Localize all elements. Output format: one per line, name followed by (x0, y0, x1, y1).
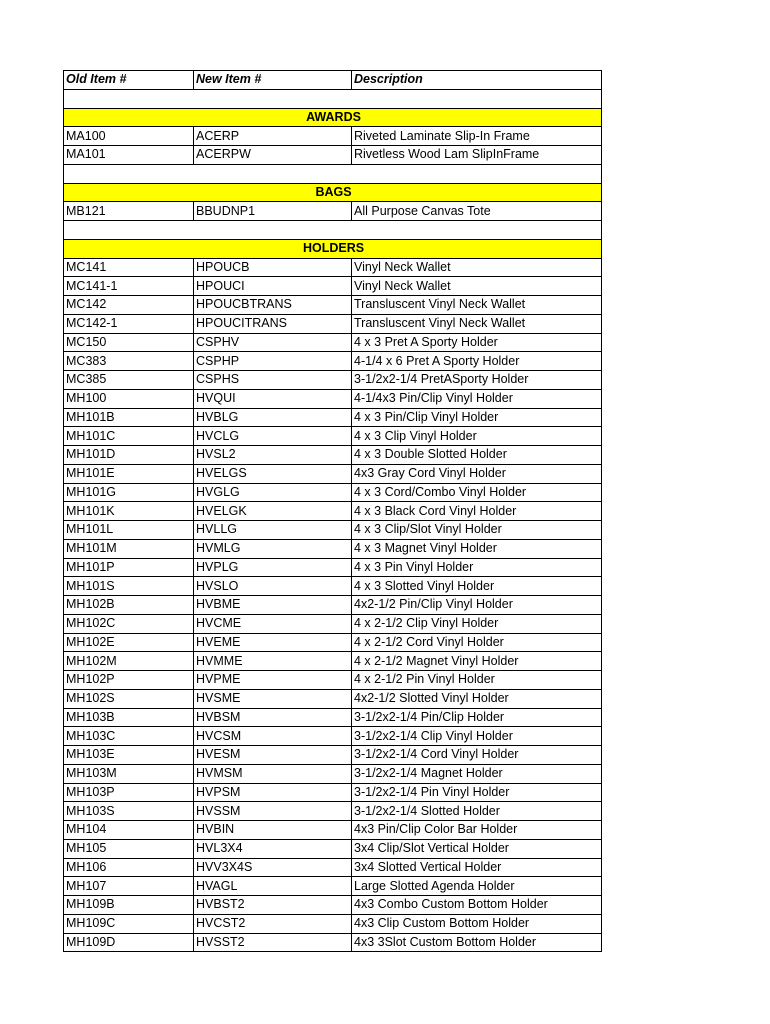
section-header-row (64, 239, 602, 258)
new-item-cell: HVL3X4 (194, 839, 352, 858)
description-cell: 3x4 Slotted Vertical Holder (352, 858, 602, 877)
description-cell: 4-1/4x3 Pin/Clip Vinyl Holder (352, 389, 602, 408)
new-item-cell: HVEME (194, 633, 352, 652)
new-item-cell: HVCSM (194, 727, 352, 746)
new-item-cell: HVBIN (194, 821, 352, 840)
description-cell: 3-1/2x2-1/4 Magnet Holder (352, 764, 602, 783)
description-cell: Vinyl Neck Wallet (352, 258, 602, 277)
table-row (64, 933, 602, 952)
blank-cell (64, 221, 602, 240)
old-item-cell: MH107 (64, 877, 194, 896)
description-cell: 4 x 3 Clip/Slot Vinyl Holder (352, 521, 602, 540)
table-row (64, 146, 602, 165)
table-row (64, 296, 602, 315)
description-cell: 4x3 3Slot Custom Bottom Holder (352, 933, 602, 952)
section-header-row (64, 108, 602, 127)
header-description: Description (352, 71, 602, 90)
table-row (64, 802, 602, 821)
section-label: BAGS (64, 183, 602, 202)
description-cell: 4 x 3 Slotted Vinyl Holder (352, 577, 602, 596)
old-item-cell: MC385 (64, 371, 194, 390)
new-item-cell: HVSLO (194, 577, 352, 596)
new-item-cell: BBUDNP1 (194, 202, 352, 221)
description-cell: 4 x 3 Magnet Vinyl Holder (352, 539, 602, 558)
blank-row (64, 221, 602, 240)
header-old-item: Old Item # (64, 71, 194, 90)
description-cell: Rivetless Wood Lam SlipInFrame (352, 146, 602, 165)
table-row (64, 689, 602, 708)
table-row (64, 202, 602, 221)
table-row (64, 483, 602, 502)
table-row (64, 614, 602, 633)
old-item-cell: MH109B (64, 896, 194, 915)
old-item-cell: MH102E (64, 633, 194, 652)
new-item-cell: HVPME (194, 671, 352, 690)
table-row (64, 352, 602, 371)
description-cell: 3-1/2x2-1/4 Slotted Holder (352, 802, 602, 821)
table-row (64, 727, 602, 746)
old-item-cell: MH104 (64, 821, 194, 840)
old-item-cell: MA101 (64, 146, 194, 165)
description-cell: Large Slotted Agenda Holder (352, 877, 602, 896)
new-item-cell: CSPHV (194, 333, 352, 352)
description-cell: Transluscent Vinyl Neck Wallet (352, 296, 602, 315)
description-cell: 4 x 3 Pin Vinyl Holder (352, 558, 602, 577)
table-row (64, 821, 602, 840)
table-row (64, 389, 602, 408)
description-cell: 4x3 Pin/Clip Color Bar Holder (352, 821, 602, 840)
header-row (64, 71, 602, 90)
old-item-cell: MH102C (64, 614, 194, 633)
description-cell: 4 x 3 Cord/Combo Vinyl Holder (352, 483, 602, 502)
description-cell: Riveted Laminate Slip-In Frame (352, 127, 602, 146)
description-cell: 3-1/2x2-1/4 Clip Vinyl Holder (352, 727, 602, 746)
old-item-cell: MH100 (64, 389, 194, 408)
old-item-cell: MH103S (64, 802, 194, 821)
description-cell: 3x4 Clip/Slot Vertical Holder (352, 839, 602, 858)
description-cell: 3-1/2x2-1/4 Pin/Clip Holder (352, 708, 602, 727)
old-item-cell: MC142 (64, 296, 194, 315)
description-cell: 4 x 2-1/2 Pin Vinyl Holder (352, 671, 602, 690)
description-cell: 4 x 3 Clip Vinyl Holder (352, 427, 602, 446)
table-row (64, 764, 602, 783)
new-item-cell: HVPSM (194, 783, 352, 802)
section-label: HOLDERS (64, 239, 602, 258)
new-item-cell: HVSME (194, 689, 352, 708)
description-cell: 4 x 2-1/2 Magnet Vinyl Holder (352, 652, 602, 671)
description-cell: 4x2-1/2 Slotted Vinyl Holder (352, 689, 602, 708)
new-item-cell: HPOUCI (194, 277, 352, 296)
old-item-cell: MH101B (64, 408, 194, 427)
description-cell: 4x3 Clip Custom Bottom Holder (352, 914, 602, 933)
old-item-cell: MC141 (64, 258, 194, 277)
new-item-cell: HPOUCITRANS (194, 314, 352, 333)
description-cell: 4x3 Combo Custom Bottom Holder (352, 896, 602, 915)
new-item-cell: ACERP (194, 127, 352, 146)
old-item-cell: MH106 (64, 858, 194, 877)
old-item-cell: MH109D (64, 933, 194, 952)
old-item-cell: MH101K (64, 502, 194, 521)
old-item-cell: MH101E (64, 464, 194, 483)
description-cell: 4 x 2-1/2 Clip Vinyl Holder (352, 614, 602, 633)
table-row (64, 633, 602, 652)
new-item-cell: HVMLG (194, 539, 352, 558)
new-item-cell: HVBLG (194, 408, 352, 427)
old-item-cell: MB121 (64, 202, 194, 221)
old-item-cell: MH103P (64, 783, 194, 802)
old-item-cell: MH103E (64, 746, 194, 765)
description-cell: 4-1/4 x 6 Pret A Sporty Holder (352, 352, 602, 371)
old-item-cell: MC150 (64, 333, 194, 352)
old-item-cell: MC383 (64, 352, 194, 371)
table-row (64, 314, 602, 333)
old-item-cell: MH101C (64, 427, 194, 446)
description-cell: Transluscent Vinyl Neck Wallet (352, 314, 602, 333)
old-item-cell: MH101S (64, 577, 194, 596)
new-item-cell: HVQUI (194, 389, 352, 408)
new-item-cell: HVMSM (194, 764, 352, 783)
table-row (64, 558, 602, 577)
old-item-cell: MH101D (64, 446, 194, 465)
table-row (64, 371, 602, 390)
blank-cell (64, 164, 602, 183)
new-item-cell: HVBSM (194, 708, 352, 727)
description-cell: 3-1/2x2-1/4 Pin Vinyl Holder (352, 783, 602, 802)
table-row (64, 427, 602, 446)
old-item-cell: MH103C (64, 727, 194, 746)
table-row (64, 502, 602, 521)
new-item-cell: HVSSM (194, 802, 352, 821)
table-row (64, 127, 602, 146)
old-item-cell: MH103B (64, 708, 194, 727)
new-item-cell: HPOUCB (194, 258, 352, 277)
table-row (64, 539, 602, 558)
table-row (64, 708, 602, 727)
new-item-cell: HVCLG (194, 427, 352, 446)
old-item-cell: MH101L (64, 521, 194, 540)
new-item-cell: HVSL2 (194, 446, 352, 465)
new-item-cell: HVMME (194, 652, 352, 671)
old-item-cell: MH103M (64, 764, 194, 783)
table-body (64, 89, 602, 952)
old-item-cell: MH101P (64, 558, 194, 577)
new-item-cell: HPOUCBTRANS (194, 296, 352, 315)
table-row (64, 858, 602, 877)
table-row (64, 258, 602, 277)
old-item-cell: MA100 (64, 127, 194, 146)
table-row (64, 896, 602, 915)
description-cell: Vinyl Neck Wallet (352, 277, 602, 296)
description-cell: 4 x 3 Pret A Sporty Holder (352, 333, 602, 352)
new-item-cell: HVPLG (194, 558, 352, 577)
old-item-cell: MH109C (64, 914, 194, 933)
description-cell: All Purpose Canvas Tote (352, 202, 602, 221)
description-cell: 4 x 3 Black Cord Vinyl Holder (352, 502, 602, 521)
new-item-cell: ACERPW (194, 146, 352, 165)
table-row (64, 577, 602, 596)
new-item-cell: HVBST2 (194, 896, 352, 915)
description-cell: 3-1/2x2-1/4 PretASporty Holder (352, 371, 602, 390)
blank-cell (64, 89, 602, 108)
description-cell: 4 x 2-1/2 Cord Vinyl Holder (352, 633, 602, 652)
table-row (64, 914, 602, 933)
old-item-cell: MH102M (64, 652, 194, 671)
table-row (64, 596, 602, 615)
header-new-item: New Item # (194, 71, 352, 90)
section-header-row (64, 183, 602, 202)
new-item-cell: HVELGS (194, 464, 352, 483)
new-item-cell: HVGLG (194, 483, 352, 502)
description-cell: 4 x 3 Double Slotted Holder (352, 446, 602, 465)
table-row (64, 521, 602, 540)
description-cell: 4x2-1/2 Pin/Clip Vinyl Holder (352, 596, 602, 615)
old-item-cell: MH105 (64, 839, 194, 858)
new-item-cell: HVSST2 (194, 933, 352, 952)
table-row (64, 671, 602, 690)
table-row (64, 839, 602, 858)
table-row (64, 446, 602, 465)
new-item-cell: HVCST2 (194, 914, 352, 933)
item-crossref-table (63, 70, 602, 952)
table-row (64, 652, 602, 671)
new-item-cell: CSPHS (194, 371, 352, 390)
new-item-cell: HVELGK (194, 502, 352, 521)
old-item-cell: MH101M (64, 539, 194, 558)
old-item-cell: MH101G (64, 483, 194, 502)
description-cell: 4 x 3 Pin/Clip Vinyl Holder (352, 408, 602, 427)
blank-row (64, 89, 602, 108)
table-row (64, 877, 602, 896)
old-item-cell: MC142-1 (64, 314, 194, 333)
table-row (64, 408, 602, 427)
new-item-cell: HVCME (194, 614, 352, 633)
old-item-cell: MH102B (64, 596, 194, 615)
old-item-cell: MH102S (64, 689, 194, 708)
new-item-cell: CSPHP (194, 352, 352, 371)
new-item-cell: HVAGL (194, 877, 352, 896)
table-row (64, 746, 602, 765)
description-cell: 4x3 Gray Cord Vinyl Holder (352, 464, 602, 483)
table-row (64, 277, 602, 296)
old-item-cell: MH102P (64, 671, 194, 690)
table-row (64, 333, 602, 352)
description-cell: 3-1/2x2-1/4 Cord Vinyl Holder (352, 746, 602, 765)
new-item-cell: HVV3X4S (194, 858, 352, 877)
new-item-cell: HVESM (194, 746, 352, 765)
new-item-cell: HVBME (194, 596, 352, 615)
blank-row (64, 164, 602, 183)
old-item-cell: MC141-1 (64, 277, 194, 296)
table-row (64, 783, 602, 802)
table-row (64, 464, 602, 483)
section-label: AWARDS (64, 108, 602, 127)
new-item-cell: HVLLG (194, 521, 352, 540)
